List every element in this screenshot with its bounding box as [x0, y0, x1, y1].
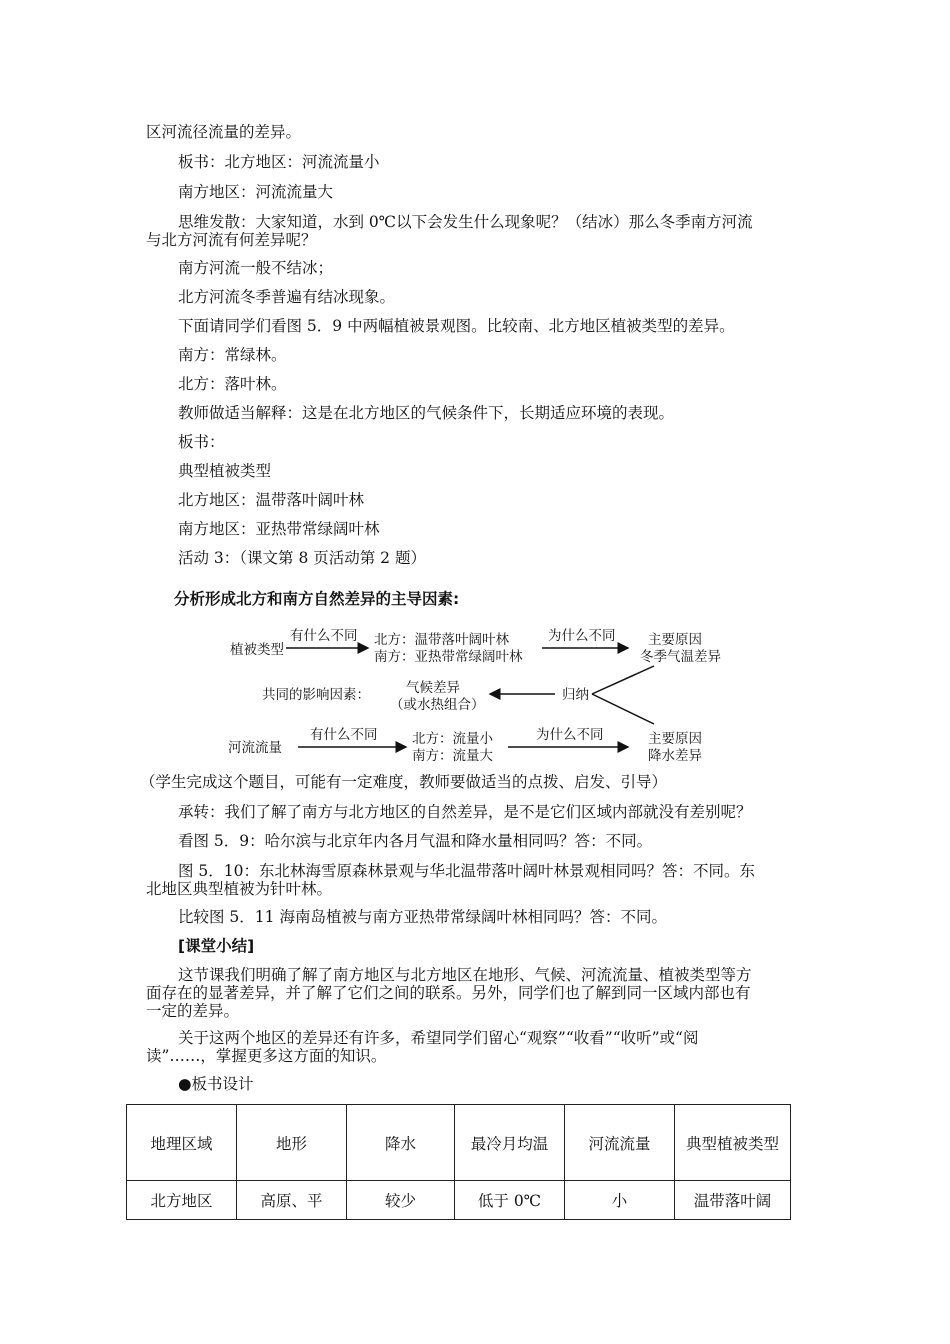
factor-analysis-diagram	[170, 582, 770, 772]
climate-2: （或水热组合）	[390, 697, 485, 713]
paragraph-16: （学生完成这个题目，可能有一定难度，教师要做适当的点拨、启发、引导）	[140, 773, 668, 791]
paragraph-21c: 一定的差异。	[146, 1002, 240, 1020]
cell-terrain: 高原、平	[237, 1181, 347, 1220]
veg-cause-a: 主要原因	[648, 632, 702, 648]
converge-line-bottom	[592, 694, 654, 724]
cell-river-flow: 小	[565, 1181, 675, 1220]
converge-line-top	[592, 666, 654, 694]
paragraph-14: 南方地区：亚热带常绿阔叶林	[178, 520, 380, 538]
paragraph-8: 南方：常绿林。	[178, 346, 287, 364]
header-region: 地理区域	[127, 1105, 237, 1181]
paragraph-19a: 图 5．10：东北林海雪原森林景观与华北温带落叶阔叶林景观相同吗？答：不同。东	[178, 862, 756, 880]
table-header-row	[127, 1105, 791, 1181]
paragraph-3: 南方地区：河流流量大	[178, 183, 334, 201]
common-label: 共同的影响因素：	[262, 687, 370, 703]
header-river-flow: 河流流量	[565, 1105, 675, 1181]
paragraph-6: 北方河流冬季普遍有结冰现象。	[178, 288, 396, 306]
paragraph-12: 典型植被类型	[178, 462, 272, 480]
river-question: 有什么不同	[310, 727, 378, 743]
paragraph-17: 承转：我们了解了南方与北方地区的自然差异，是不是它们区域内部就没有差别呢？	[178, 803, 752, 821]
river-cause-a: 主要原因	[648, 731, 702, 747]
paragraph-10: 教师做适当解释：这是在北方地区的气候条件下，长期适应环境的表现。	[178, 404, 675, 422]
header-terrain: 地形	[237, 1105, 347, 1181]
diagram-title: 分析形成北方和南方自然差异的主导因素:	[174, 590, 460, 608]
river-cause-b: 降水差异	[648, 748, 702, 764]
paragraph-2: 板书：北方地区：河流流量小	[178, 153, 380, 171]
paragraph-22a: 关于这两个地区的差异还有许多，希望同学们留心“观察”“收看”“收听”或“阅	[178, 1029, 699, 1047]
header-coldest-month-temp: 最冷月均温	[455, 1105, 565, 1181]
veg-why: 为什么不同	[548, 628, 616, 644]
table-row	[127, 1181, 791, 1220]
climate-1: 气候差异	[406, 680, 460, 696]
paragraph-9: 北方：落叶林。	[178, 375, 287, 393]
paragraph-20: 比较图 5．11 海南岛植被与南方亚热带常绿阔叶林相同吗？答：不同。	[178, 908, 667, 926]
paragraph-5: 南方河流一般不结冰；	[178, 259, 334, 277]
summary-heading: [课堂小结]	[178, 937, 255, 955]
south-river: 南方：流量大	[412, 748, 493, 764]
river-label: 河流流量	[228, 740, 282, 756]
cell-coldest-month-temp: 低于 0℃	[455, 1181, 565, 1220]
north-river: 北方：流量小	[412, 731, 493, 747]
river-why: 为什么不同	[536, 727, 604, 743]
veg-question: 有什么不同	[290, 628, 358, 644]
paragraph-19b: 北地区典型植被为针叶林。	[146, 880, 333, 898]
paragraph-1: 区河流径流量的差异。	[146, 123, 302, 141]
paragraph-18: 看图 5．9：哈尔滨与北京年内各月气温和降水量相同吗？答：不同。	[178, 832, 653, 850]
paragraph-15: 活动 3：（课文第 8 页活动第 2 题）	[178, 549, 426, 567]
cell-region: 北方地区	[127, 1181, 237, 1220]
veg-label: 植被类型	[230, 642, 284, 658]
summarize-label: 归纳	[562, 687, 589, 703]
veg-cause-b: 冬季气温差异	[640, 649, 721, 665]
paragraph-4b: 与北方河流有何差异呢？	[146, 231, 317, 249]
header-precipitation: 降水	[347, 1105, 455, 1181]
paragraph-11: 板书：	[178, 433, 225, 451]
paragraph-13: 北方地区：温带落叶阔叶林	[178, 491, 365, 509]
paragraph-21a: 这节课我们明确了解了南方地区与北方地区在地形、气候、河流流量、植被类型等方	[178, 966, 752, 984]
paragraph-21b: 面存在的显著差异，并了解了它们之间的联系。另外，同学们也了解到同一区域内部也有	[146, 984, 751, 1002]
paragraph-7: 下面请同学们看图 5．9 中两幅植被景观图。比较南、北方地区植被类型的差异。	[178, 317, 735, 335]
board-design-heading: ●板书设计	[178, 1075, 254, 1093]
header-vegetation-type: 典型植被类型	[675, 1105, 791, 1181]
north-veg: 北方：温带落叶阔叶林	[374, 632, 509, 648]
paragraph-22b: 读”……，掌握更多这方面的知识。	[146, 1047, 387, 1065]
cell-vegetation-type: 温带落叶阔	[675, 1181, 791, 1220]
cell-precipitation: 较少	[347, 1181, 455, 1220]
paragraph-4a: 思维发散：大家知道，水到 0℃以下会发生什么现象呢？（结冰）那么冬季南方河流	[178, 213, 753, 231]
south-veg: 南方：亚热带常绿阔叶林	[374, 649, 523, 665]
board-design-table	[126, 1104, 791, 1220]
